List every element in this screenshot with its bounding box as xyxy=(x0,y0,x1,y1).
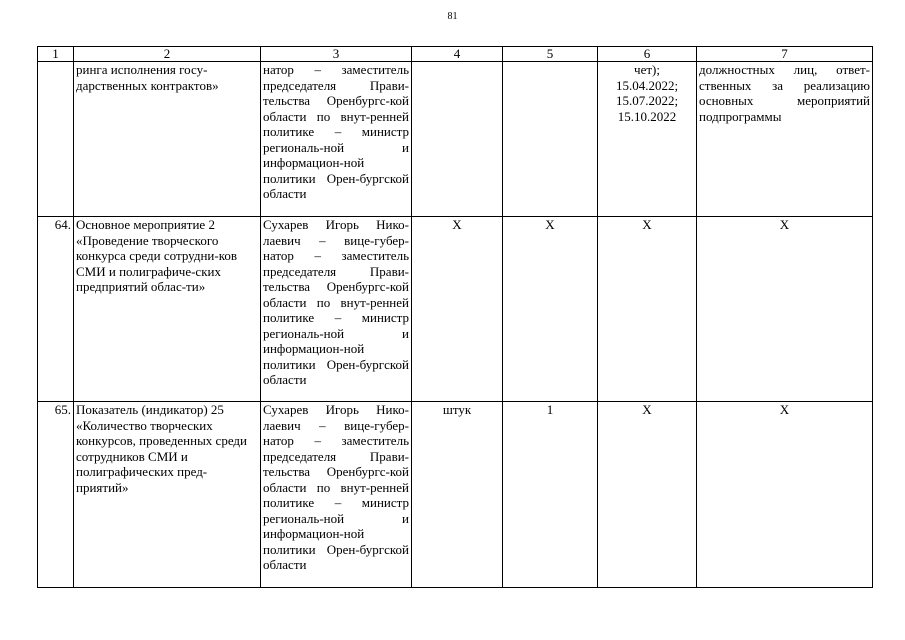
responsible-person: натор – заместитель председателя Прави-тельства Оренбургс-кой области по внут-ренней политике – министр региональ-ной и информацион-ной политики Орен-бургской области xyxy=(261,62,412,217)
date-cell: Х xyxy=(598,402,697,588)
header-cell-7: 7 xyxy=(697,47,873,62)
header-cell-5: 5 xyxy=(503,47,598,62)
table-row xyxy=(38,217,873,402)
table-row xyxy=(38,402,873,588)
header-cell-2: 2 xyxy=(74,47,261,62)
table-row xyxy=(38,62,873,217)
row-number: 65. xyxy=(38,402,74,588)
row-number: 64. xyxy=(38,217,74,402)
unit-cell: штук xyxy=(412,402,503,588)
result-cell: Х xyxy=(697,217,873,402)
value-cell xyxy=(503,62,598,217)
unit-cell xyxy=(412,62,503,217)
page-number: 81 xyxy=(447,11,458,22)
result-cell: Х xyxy=(697,402,873,588)
value-cell: 1 xyxy=(503,402,598,588)
header-row xyxy=(38,47,873,62)
header-cell-4: 4 xyxy=(412,47,503,62)
item-name: Показатель (индикатор) 25 «Количество творческих конкурсов, проведенных среди сотрудников СМИ и полиграфических пред-приятий» xyxy=(74,402,261,588)
date-cell: чет); 15.04.2022; 15.07.2022; 15.10.2022 xyxy=(598,62,697,217)
date-cell: Х xyxy=(598,217,697,402)
responsible-person: Сухарев Игорь Нико-лаевич – вице-губер-натор – заместитель председателя Прави-тельства Оренбургс-кой области по внут-ренней политике – министр региональ-ной и информацион-ной политики Орен-бургской области xyxy=(261,217,412,402)
unit-cell: Х xyxy=(412,217,503,402)
value-cell: Х xyxy=(503,217,598,402)
header-cell-1: 1 xyxy=(38,47,74,62)
item-name: Основное мероприятие 2 «Проведение творческого конкурса среди сотрудни-ков СМИ и полиграфиче-ских предприятий облас-ти» xyxy=(74,217,261,402)
item-name: ринга исполнения госу- дарственных контрактов» xyxy=(74,62,261,217)
row-number xyxy=(38,62,74,217)
header-cell-3: 3 xyxy=(261,47,412,62)
responsible-person: Сухарев Игорь Нико-лаевич – вице-губер-натор – заместитель председателя Прави-тельства Оренбургс-кой области по внут-ренней политике – министр региональ-ной и информацион-ной политики Орен-бургской области xyxy=(261,402,412,588)
header-cell-6: 6 xyxy=(598,47,697,62)
program-table xyxy=(37,46,873,588)
result-cell: должностных лиц, ответ-ственных за реализацию основных мероприятий подпрограммы xyxy=(697,62,873,217)
